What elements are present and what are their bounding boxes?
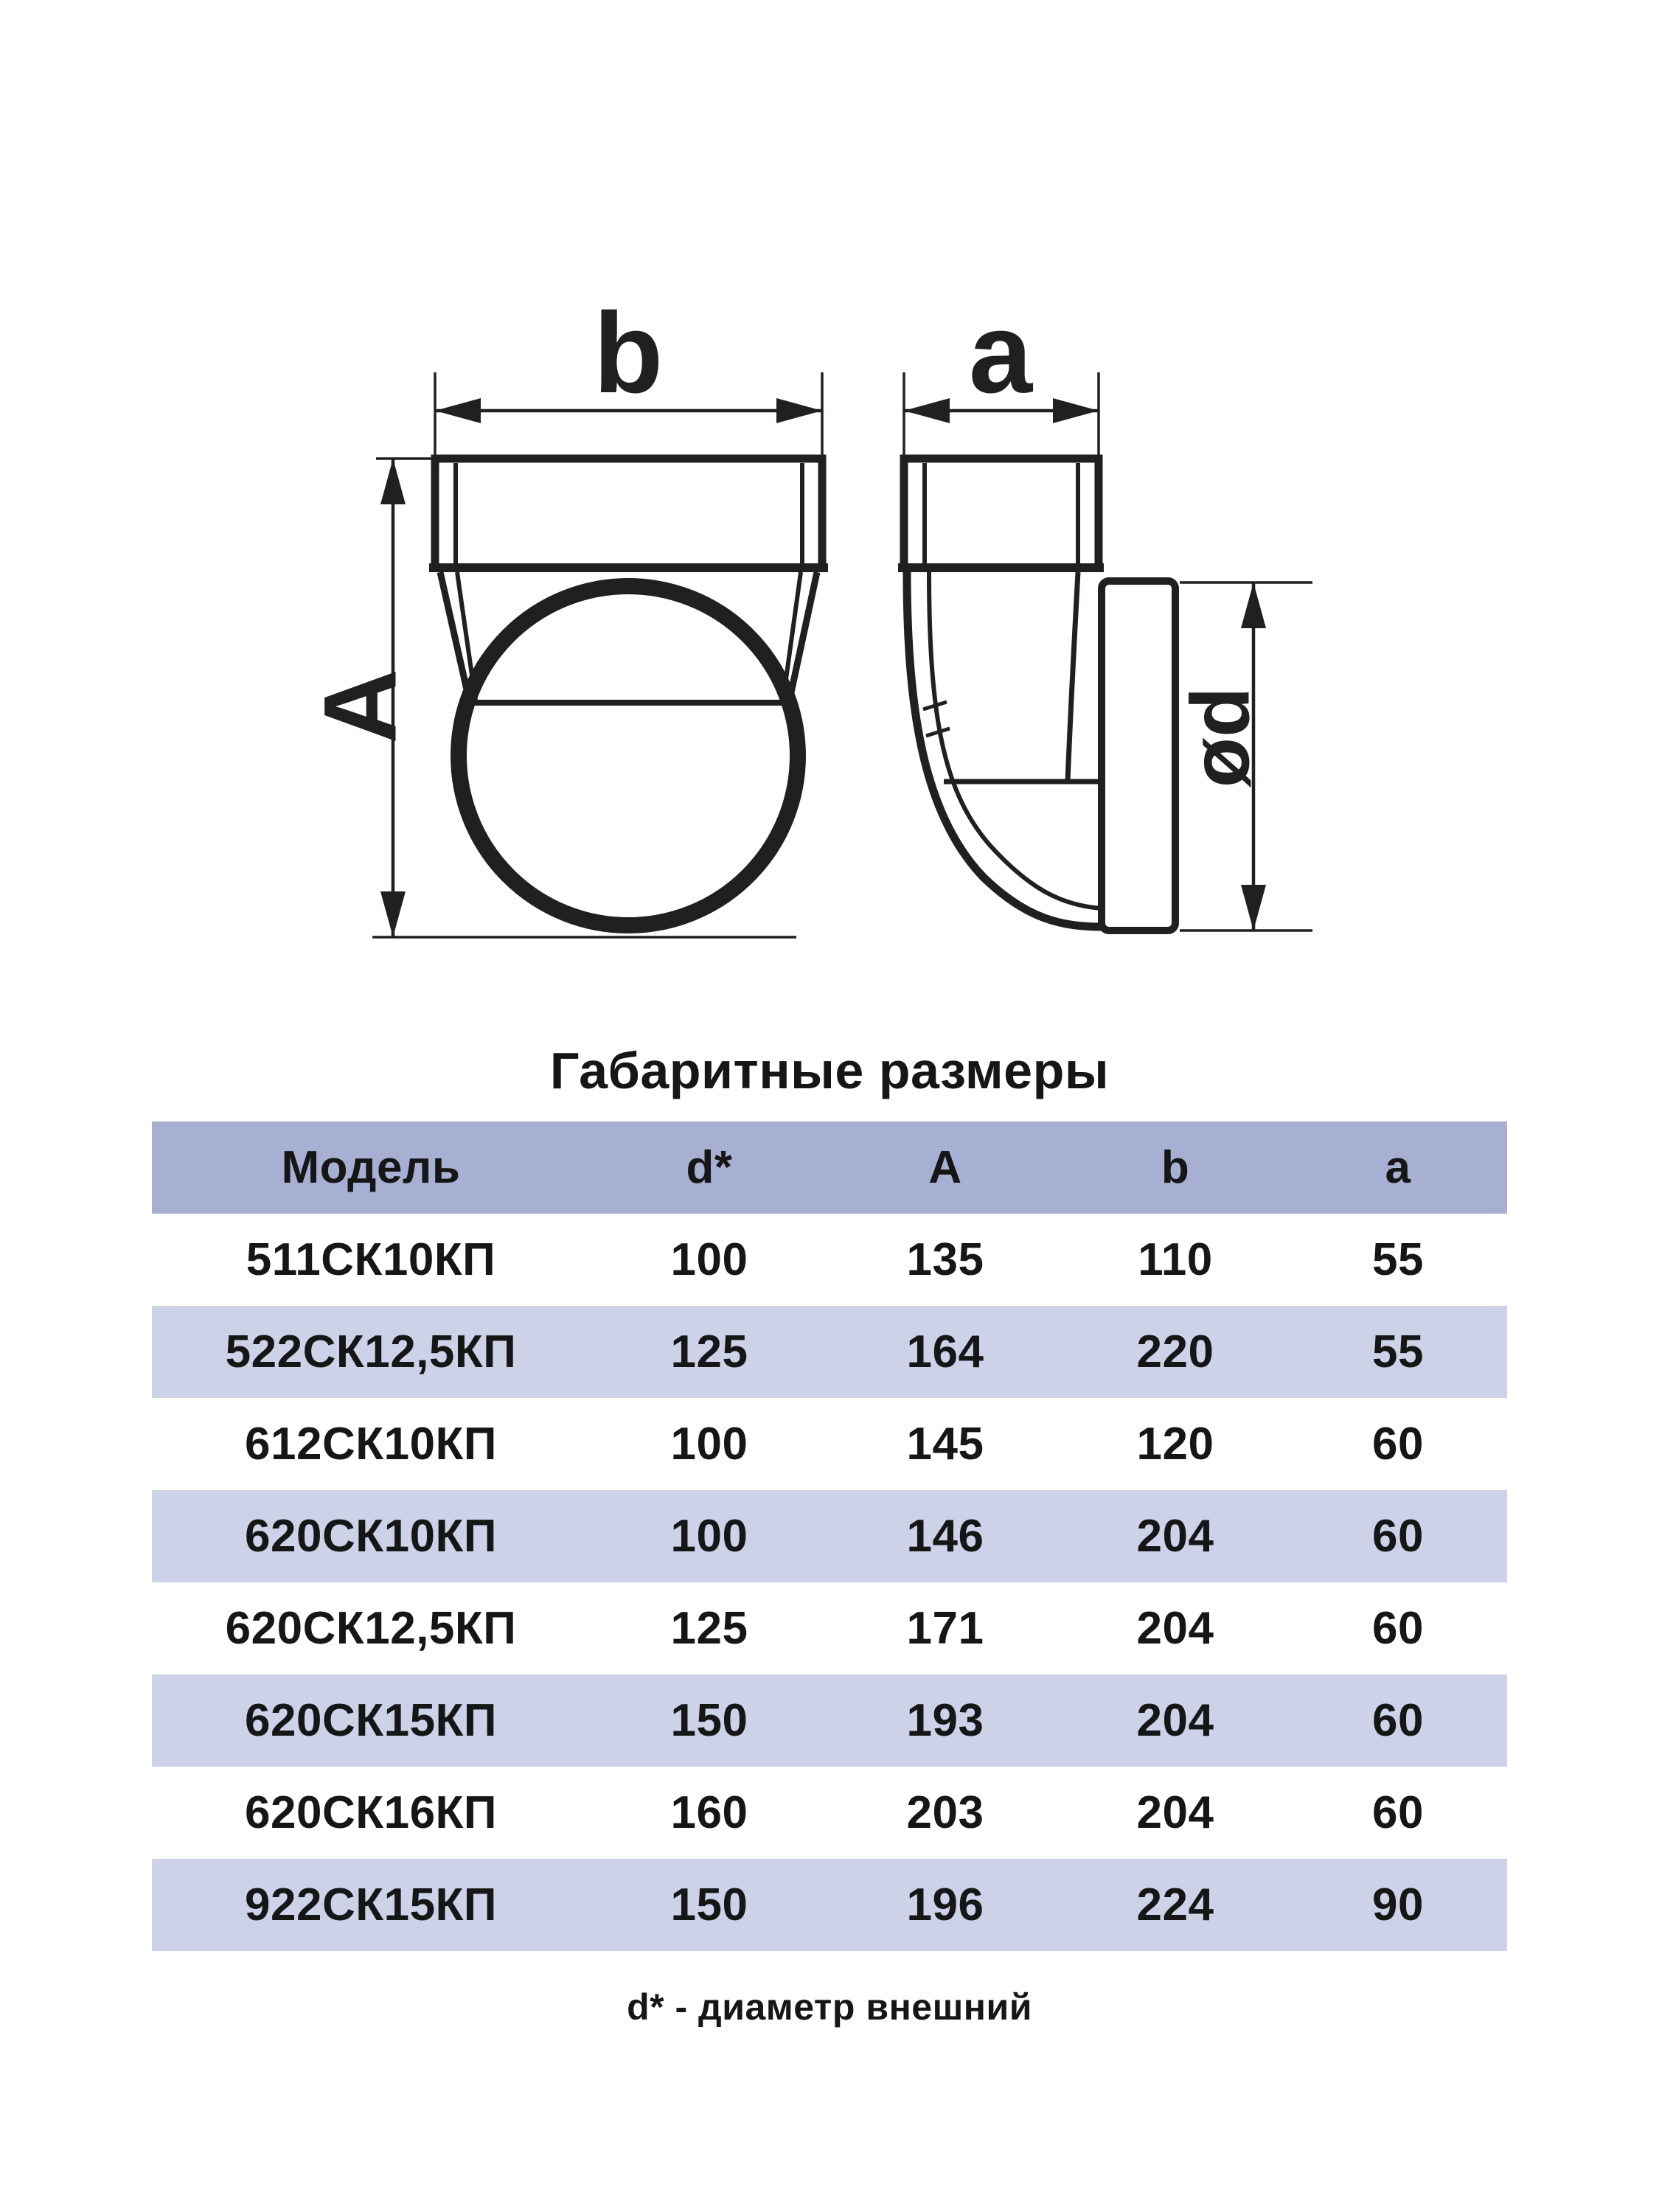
cell-A: 164: [906, 1326, 984, 1377]
cell-a: 60: [1372, 1511, 1424, 1562]
page-title: Габаритные размеры: [549, 1042, 1110, 1099]
cell-d: 100: [670, 1511, 748, 1562]
table-body: [152, 1214, 1507, 1951]
cell-a: 55: [1372, 1234, 1424, 1285]
column-header-d: d*: [686, 1142, 733, 1193]
cell-d: 150: [670, 1695, 748, 1746]
table-row: [152, 1490, 1507, 1582]
column-header-model: Модель: [281, 1142, 461, 1193]
cell-d: 125: [670, 1603, 748, 1654]
column-header-a: a: [1385, 1142, 1411, 1193]
table-row: [152, 1859, 1507, 1951]
cell-b: 204: [1136, 1695, 1214, 1746]
table-row: [152, 1674, 1507, 1767]
table-row: [152, 1582, 1507, 1674]
cell-d: 125: [670, 1326, 748, 1377]
cell-b: 120: [1136, 1419, 1214, 1470]
column-header-b: b: [1161, 1142, 1190, 1193]
cell-A: 196: [906, 1879, 984, 1930]
cell-b: 204: [1136, 1511, 1214, 1562]
cell-b: 204: [1136, 1603, 1214, 1654]
label-a: a: [968, 289, 1033, 417]
cell-d: 100: [670, 1419, 748, 1470]
dimensions-table: [152, 1121, 1507, 1951]
cell-b: 220: [1136, 1326, 1214, 1377]
cell-model: 620СК15КП: [245, 1695, 497, 1746]
cell-model: 522СК12,5КП: [225, 1326, 517, 1377]
label-b: b: [593, 289, 664, 417]
label-A: A: [302, 669, 418, 744]
label-diameter: ød: [1174, 686, 1267, 788]
cell-model: 620СК10КП: [245, 1511, 497, 1562]
dimension-drawing: [0, 0, 1659, 1069]
table-header-row: [152, 1121, 1507, 1214]
cell-A: 171: [906, 1603, 984, 1654]
cell-a: 60: [1372, 1419, 1424, 1470]
cell-d: 100: [670, 1234, 748, 1285]
table-row: [152, 1398, 1507, 1490]
cell-model: 620СК12,5КП: [225, 1603, 517, 1654]
cell-a: 60: [1372, 1695, 1424, 1746]
cell-A: 146: [906, 1511, 984, 1562]
cell-a: 90: [1372, 1879, 1424, 1930]
cell-a: 55: [1372, 1326, 1424, 1377]
cell-b: 110: [1138, 1234, 1213, 1285]
cell-model: 511СК10КП: [246, 1234, 496, 1285]
footnote: d* - диаметр внешний: [627, 1986, 1032, 2028]
cell-d: 160: [670, 1787, 748, 1838]
front-view: [429, 459, 828, 925]
table-row: [152, 1767, 1507, 1859]
spigot-plate: [1102, 581, 1175, 931]
cell-A: 203: [906, 1787, 984, 1838]
cell-b: 204: [1136, 1787, 1214, 1838]
side-view: [898, 459, 1175, 931]
cell-d: 150: [670, 1879, 748, 1930]
cell-A: 145: [906, 1419, 984, 1470]
cell-A: 193: [906, 1695, 984, 1746]
cell-a: 60: [1372, 1787, 1424, 1838]
column-header-A: A: [928, 1142, 962, 1193]
cell-a: 60: [1372, 1603, 1424, 1654]
table-row: [152, 1214, 1507, 1306]
cell-model: 922СК15КП: [245, 1879, 497, 1930]
cell-model: 620СК16КП: [245, 1787, 497, 1838]
round-outlet-circle: [459, 586, 798, 925]
cell-A: 135: [906, 1234, 984, 1285]
table-row: [152, 1306, 1507, 1398]
cell-b: 224: [1136, 1879, 1214, 1930]
cell-model: 612СК10КП: [245, 1419, 497, 1470]
